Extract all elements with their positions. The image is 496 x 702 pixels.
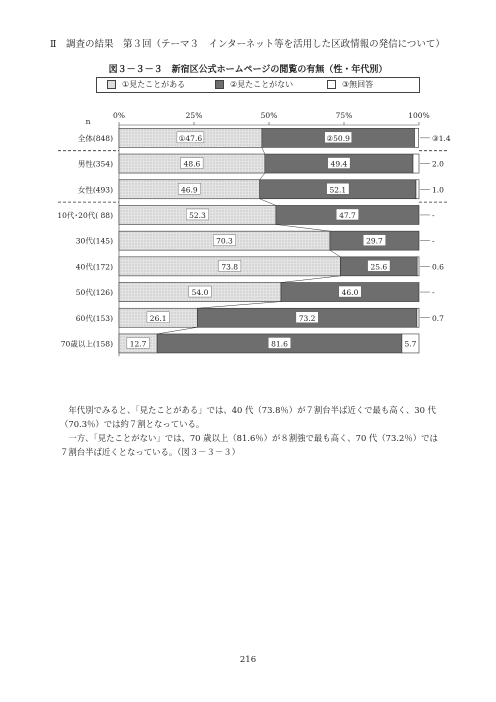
series-connector-line — [281, 276, 340, 283]
data-label: 5.7 — [404, 339, 417, 349]
body-line: 年代別でみると、「見たことがある」では、40 代（73.8％）が７割台半ば近くで最も高く、30 代 — [68, 405, 436, 415]
data-label: 1.0 — [432, 185, 444, 195]
series-connector-line — [197, 302, 281, 309]
chart-title: 図３－３－３ 新宿区公式ホームページの閲覧の有無（性・年代別） — [108, 65, 388, 75]
data-label: ②50.9 — [326, 133, 350, 143]
category-label: 女性(493) — [77, 185, 113, 195]
data-label: 12.7 — [129, 339, 147, 349]
data-label: ③1.4 — [432, 133, 451, 143]
body-text — [60, 403, 442, 459]
page-number: 216 — [239, 655, 257, 665]
x-tick-label: 50% — [260, 111, 278, 120]
series-connector-line — [262, 147, 265, 154]
data-label: - — [432, 210, 435, 220]
data-label: 2.0 — [432, 159, 444, 169]
data-label: 52.3 — [189, 210, 206, 220]
category-label: 70歳以上(158) — [60, 339, 113, 349]
data-label: 73.8 — [221, 262, 239, 272]
bar-segment — [417, 257, 419, 276]
data-label: 46.9 — [180, 185, 198, 195]
data-label: 25.6 — [370, 262, 388, 272]
data-label: 0.6 — [432, 262, 444, 272]
bar-segment — [413, 154, 419, 173]
data-label: 81.6 — [271, 339, 288, 349]
category-label: 50代(126) — [75, 288, 113, 298]
data-label: - — [432, 236, 435, 246]
body-paragraph-cont — [60, 417, 442, 431]
data-label: 46.0 — [341, 288, 359, 298]
data-label: 29.7 — [366, 236, 383, 246]
series-connector-line — [260, 199, 276, 206]
body-line: ７割台半ば近くとなっている。（図３－３－３） — [60, 447, 241, 457]
x-tick-label: 25% — [185, 111, 203, 120]
data-label: 70.3 — [216, 236, 233, 246]
section-heading: Ⅱ 調査の結果 第３回（テーマ３ インターネット等を活用した区政情報の発信について） — [50, 39, 445, 50]
category-label: 全体(848) — [77, 133, 113, 143]
category-label: 10代･20代( 88) — [57, 210, 113, 220]
series-connector-line — [157, 327, 197, 334]
body-line: 一方、「見たことがない」では、70 歳以上（81.6％）が８割強で最も高く、70 代（73.2％）では — [68, 433, 438, 443]
data-label: 26.1 — [149, 313, 167, 323]
body-paragraph — [60, 431, 442, 445]
data-label: 52.1 — [329, 185, 347, 195]
legend-label-seen: ①見たことがある — [122, 80, 186, 89]
data-label: 54.0 — [191, 288, 209, 298]
series-connector-line — [330, 250, 341, 257]
legend-label-no-answer: ③無回答 — [342, 80, 374, 89]
series-connector-line — [276, 224, 330, 231]
data-label: - — [432, 288, 435, 298]
data-label: 73.2 — [298, 313, 316, 323]
category-label: 男性(354) — [77, 159, 113, 169]
body-paragraph — [60, 403, 442, 417]
data-label: 48.6 — [183, 159, 201, 169]
body-line: （70.3％）では約７割となっている。 — [60, 419, 205, 429]
bar-segment — [417, 308, 419, 327]
category-label: 30代(145) — [75, 236, 113, 246]
x-tick-label: 75% — [335, 111, 353, 120]
x-tick-label: 100% — [408, 111, 430, 120]
data-label: ①47.6 — [178, 133, 203, 143]
series-connector-line — [260, 173, 265, 180]
category-label: 40代(172) — [75, 262, 113, 272]
body-paragraph-cont — [60, 445, 442, 459]
data-label: 0.7 — [432, 313, 444, 323]
x-tick-label: 0% — [113, 111, 125, 120]
bar-segment — [416, 180, 419, 199]
data-label: 49.4 — [330, 159, 348, 169]
n-label: n — [85, 117, 91, 126]
category-label: 60代(153) — [75, 313, 113, 323]
bar-segment — [415, 128, 419, 147]
legend-label-not-seen: ②見たことがない — [230, 80, 294, 89]
data-label: 47.7 — [339, 210, 356, 220]
